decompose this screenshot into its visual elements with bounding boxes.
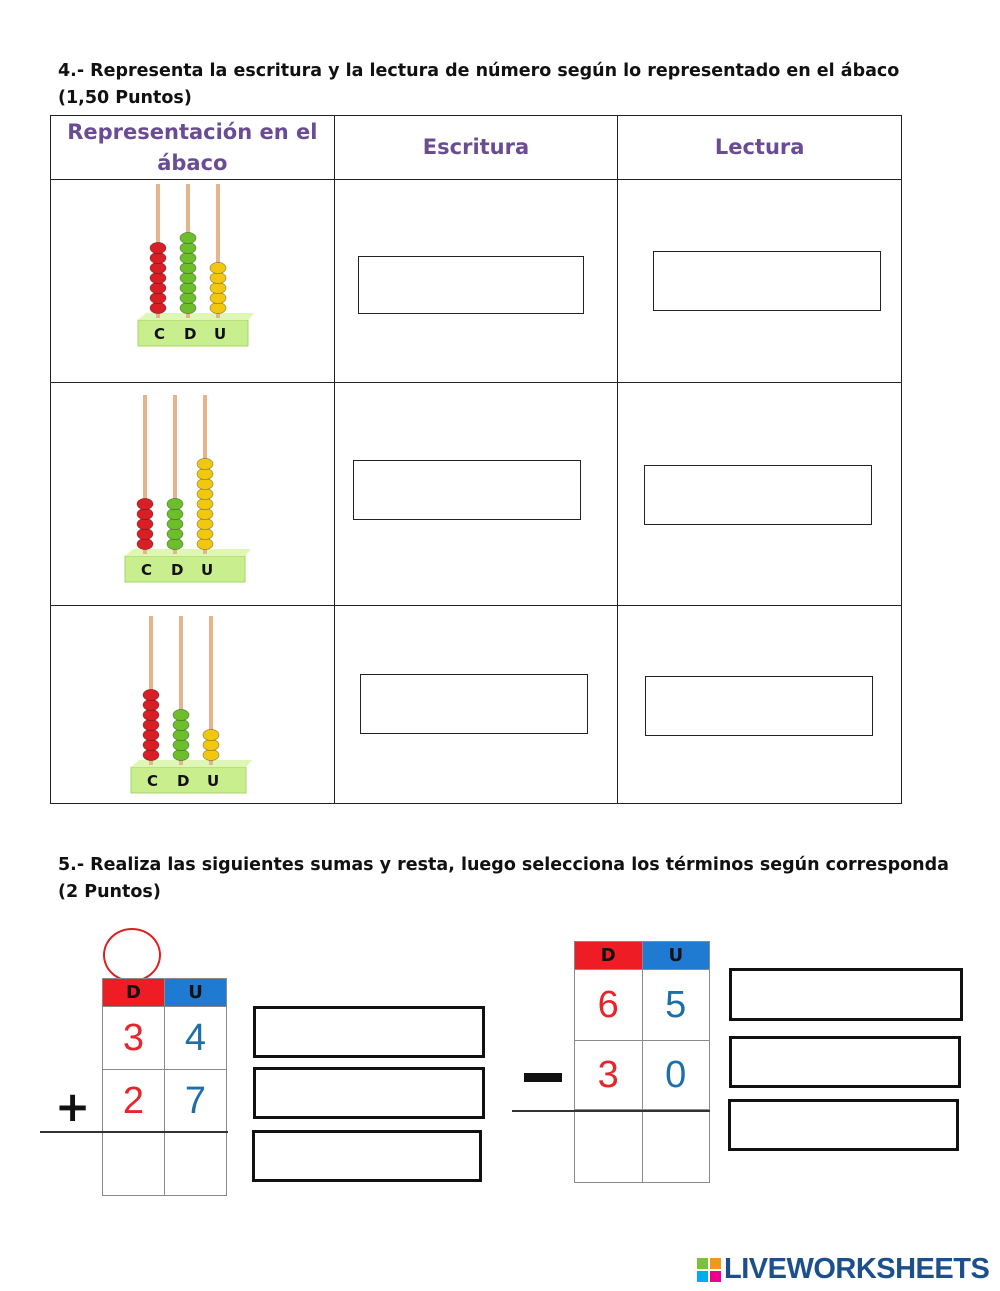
sum-bottom-d: 2: [103, 1070, 165, 1133]
abacus-bead-D: [180, 262, 196, 273]
abacus-table: [50, 115, 902, 804]
col-header-u: U: [642, 942, 710, 970]
sum-top-u: 4: [165, 1007, 227, 1070]
question-5-points: (2 Puntos): [58, 882, 161, 902]
abacus-bead-D: [180, 232, 196, 243]
minus-sign: [524, 1073, 562, 1082]
sum-bottom-u: 7: [165, 1070, 227, 1133]
sum-term-box-3[interactable]: [252, 1130, 482, 1182]
abacus-bead-U: [197, 488, 213, 499]
abacus-bead-C: [137, 538, 153, 549]
liveworksheets-logo-icon: [697, 1258, 721, 1282]
abacus-bead-D: [167, 538, 183, 549]
col-header-d: D: [575, 942, 643, 970]
question-4-title: 4.- Representa la escritura y la lectura de número según lo representado en el ábaco (1,50 Puntos): [58, 61, 900, 108]
abacus-bead-U: [210, 282, 226, 293]
liveworksheets-logo: LIVEWORKSHEETS: [724, 1253, 990, 1285]
abacus-bead-U: [203, 739, 219, 750]
sub-result-d[interactable]: [575, 1110, 643, 1183]
abacus-label-C: C: [147, 772, 159, 790]
abacus-bead-D: [173, 739, 189, 750]
abacus-bead-C: [143, 739, 159, 750]
sum-top-d: 3: [103, 1007, 165, 1070]
abacus-bead-U: [210, 292, 226, 303]
sum-term-box-1[interactable]: [253, 1006, 485, 1058]
abacus-cell: [51, 606, 335, 804]
abacus-bead-C: [150, 262, 166, 273]
header-escritura: Escritura: [334, 116, 618, 180]
abacus-bead-D: [180, 282, 196, 293]
abacus-label-D: D: [184, 325, 197, 343]
abacus-bead-D: [167, 528, 183, 539]
abacus-bead-D: [173, 729, 189, 740]
abacus-bead-U: [210, 272, 226, 283]
abacus-bead-C: [143, 709, 159, 720]
escritura-answer-box[interactable]: [358, 256, 584, 314]
sum-result-u[interactable]: [165, 1133, 227, 1196]
abacus-bead-U: [197, 498, 213, 509]
abacus-bead-U: [197, 508, 213, 519]
table-row: [51, 180, 902, 383]
escritura-answer-box[interactable]: [353, 460, 581, 520]
escritura-cell: [334, 606, 618, 804]
abacus-bead-D: [173, 709, 189, 720]
sum-line: [40, 1131, 228, 1133]
abacus-bead-U: [203, 749, 219, 760]
abacus-bead-U: [197, 478, 213, 489]
abacus-figure: [129, 614, 254, 799]
abacus-label-C: C: [154, 325, 166, 343]
abacus-cell: [51, 383, 335, 606]
lectura-cell: [618, 383, 902, 606]
abacus-bead-U: [197, 528, 213, 539]
abacus-cell: [51, 180, 335, 383]
table-row: [51, 383, 902, 606]
abacus-label-U: U: [201, 561, 214, 579]
header-abacus: Representación en el ábaco: [51, 116, 335, 180]
sub-term-box-1[interactable]: [729, 968, 963, 1021]
table-row: [51, 606, 902, 804]
question-4-points: (1,50 Puntos): [58, 88, 192, 108]
abacus-bead-C: [150, 302, 166, 313]
abacus-label-D: D: [171, 561, 184, 579]
abacus-label-D: D: [177, 772, 190, 790]
abacus-bead-D: [167, 498, 183, 509]
lectura-answer-box[interactable]: [653, 251, 881, 311]
header-lectura: Lectura: [618, 116, 902, 180]
sub-term-box-2[interactable]: [729, 1036, 961, 1088]
escritura-cell: [334, 383, 618, 606]
abacus-base-top: [138, 313, 254, 320]
abacus-bead-C: [143, 689, 159, 700]
lectura-cell: [618, 606, 902, 804]
sum-term-box-2[interactable]: [253, 1067, 485, 1119]
col-header-u: U: [165, 979, 227, 1007]
abacus-figure: [136, 182, 256, 352]
sub-line: [512, 1110, 710, 1112]
escritura-answer-box[interactable]: [360, 674, 588, 734]
abacus-bead-U: [197, 458, 213, 469]
subtraction-grid: [574, 941, 710, 1183]
addition-grid: [102, 978, 227, 1196]
sub-top-u: 5: [642, 970, 710, 1041]
abacus-bead-D: [167, 518, 183, 529]
abacus-bead-U: [197, 518, 213, 529]
abacus-bead-D: [180, 242, 196, 253]
sub-bottom-d: 3: [575, 1041, 643, 1110]
abacus-bead-C: [137, 508, 153, 519]
abacus-bead-C: [143, 749, 159, 760]
table-header-row: [51, 116, 902, 180]
abacus-bead-C: [137, 528, 153, 539]
abacus-bead-U: [203, 729, 219, 740]
sub-result-u[interactable]: [642, 1110, 710, 1183]
sub-term-box-3[interactable]: [728, 1099, 959, 1151]
abacus-bead-C: [150, 292, 166, 303]
abacus-label-C: C: [141, 561, 153, 579]
abacus-bead-D: [180, 252, 196, 263]
abacus-bead-U: [197, 538, 213, 549]
abacus-bead-D: [180, 272, 196, 283]
abacus-bead-C: [143, 729, 159, 740]
abacus-label-U: U: [214, 325, 227, 343]
sub-bottom-u: 0: [642, 1041, 710, 1110]
abacus-bead-C: [150, 282, 166, 293]
escritura-cell: [334, 180, 618, 383]
carry-circle[interactable]: [103, 928, 161, 982]
abacus-bead-U: [197, 468, 213, 479]
abacus-bead-C: [143, 699, 159, 710]
abacus-bead-C: [150, 242, 166, 253]
abacus-bead-D: [167, 508, 183, 519]
sub-top-d: 6: [575, 970, 643, 1041]
lectura-answer-box[interactable]: [645, 676, 873, 736]
abacus-label-U: U: [207, 772, 220, 790]
abacus-bead-C: [150, 252, 166, 263]
abacus-bead-U: [210, 302, 226, 313]
abacus-figure: [123, 393, 253, 588]
plus-sign: +: [55, 1082, 91, 1131]
abacus-bead-C: [137, 498, 153, 509]
abacus-bead-D: [173, 749, 189, 760]
abacus-bead-C: [143, 719, 159, 730]
abacus-bead-C: [137, 518, 153, 529]
abacus-bead-D: [180, 292, 196, 303]
abacus-bead-U: [210, 262, 226, 273]
lectura-answer-box[interactable]: [644, 465, 872, 525]
abacus-bead-D: [173, 719, 189, 730]
abacus-bead-D: [180, 302, 196, 313]
abacus-bead-C: [150, 272, 166, 283]
col-header-d: D: [103, 979, 165, 1007]
question-5-title: 5.- Realiza las siguientes sumas y resta, luego selecciona los términos según corresponda (2 Puntos): [58, 855, 949, 902]
sum-result-d[interactable]: [103, 1133, 165, 1196]
lectura-cell: [618, 180, 902, 383]
